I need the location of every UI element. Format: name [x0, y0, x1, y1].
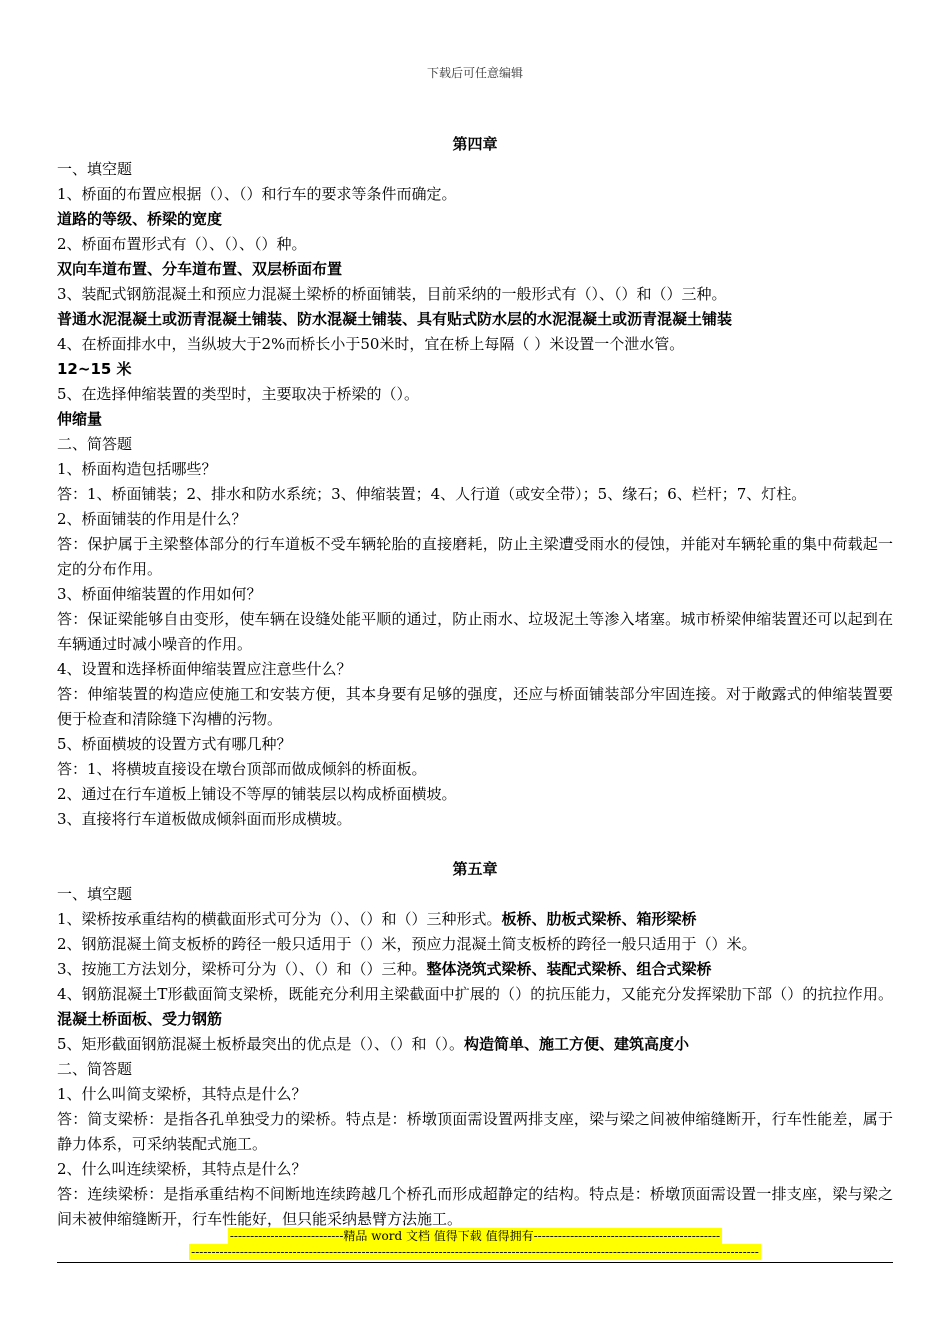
- chapter4-s5-question: 5、桥面横坡的设置方式有哪几种？: [57, 735, 292, 753]
- chapter5-q4: 4、钢筋混凝土T形截面简支梁桥，既能充分利用主梁截面中扩展的（）的抗压能力，又能充分发挥梁肋下部（）的抗拉作用。: [57, 985, 893, 1003]
- chapter5-fill-heading: 一、填空题: [57, 885, 133, 903]
- footer-line-1: ----------------------------精品 word 文档 值得下载 值得拥有----------------------------------------------: [229, 1229, 721, 1243]
- chapter4-a3: 普通水泥混凝土或沥青混凝土铺装、防水混凝土铺装、具有贴式防水层的水泥混凝土或沥青混凝土铺装: [57, 310, 733, 328]
- chapter4-title: 第四章: [452, 135, 498, 153]
- chapter4-a5: 伸缩量: [57, 410, 103, 428]
- chapter-spacer: [57, 832, 893, 857]
- footer-banner: [0, 1228, 950, 1260]
- chapter5-q3: 3、按施工方法划分，梁桥可分为（）、（）和（）三种。: [57, 960, 427, 978]
- chapter4-s2-answer: 答：保护属于主梁整体部分的行车道板不受车辆轮胎的直接磨耗，防止主梁遭受雨水的侵蚀，并能对车辆轮重的集中荷载起一定的分布作用。: [57, 535, 893, 578]
- chapter5-q4-line: [57, 982, 893, 1032]
- chapter4-s5-answer-3: 3、直接将行车道板做成倾斜面而形成横坡。: [57, 810, 352, 828]
- chapter5-a3: 整体浇筑式梁桥、装配式梁桥、组合式梁桥: [426, 960, 712, 978]
- chapter5-q1-line: [57, 907, 893, 932]
- chapter4-s2-question: 2、桥面铺装的作用是什么？: [57, 510, 247, 528]
- chapter5-s1-question: 1、什么叫简支梁桥，其特点是什么？: [57, 1085, 307, 1103]
- chapter4-a1: 道路的等级、桥梁的宽度: [57, 210, 223, 228]
- chapter4-q3: 3、装配式钢筋混凝土和预应力混凝土梁桥的桥面铺装，目前采纳的一般形式有（）、（）和（）三种。: [57, 285, 727, 303]
- chapter4-s3-answer: 答：保证梁能够自由变形，使车辆在设缝处能平顺的通过，防止雨水、垃圾泥土等渗入堵塞。城市桥梁伸缩装置还可以起到在车辆通过时减小噪音的作用。: [57, 610, 893, 653]
- chapter4-s5-answer-2: 2、通过在行车道板上铺设不等厚的铺装层以构成桥面横坡。: [57, 785, 457, 803]
- chapter4-s4-answer: 答：伸缩装置的构造应使施工和安装方便，其本身要有足够的强度，还应与桥面铺装部分牢固连接。对于敞露式的伸缩装置要便于检查和清除缝下沟槽的污物。: [57, 685, 893, 728]
- chapter5-a1: 板桥、肋板式梁桥、箱形梁桥: [501, 910, 697, 928]
- chapter5-q1: 1、梁桥按承重结构的横截面形式可分为（）、（）和（）三种形式。: [57, 910, 502, 928]
- footer-line-2: --------------------------------------------------------------------------------------------------------------------------------------------: [191, 1245, 759, 1259]
- chapter4-fill-heading: 一、填空题: [57, 160, 133, 178]
- chapter4-q1: 1、桥面的布置应根据（）、（）和行车的要求等条件而确定。: [57, 185, 457, 203]
- chapter4-a4: 12~15 米: [57, 360, 132, 378]
- chapter4-s4-question: 4、设置和选择桥面伸缩装置应注意些什么？: [57, 660, 352, 678]
- chapter5-s2-answer: 答：连续梁桥：是指承重结构不间断地连续跨越几个桥孔而形成超静定的结构。特点是：桥墩顶面需设置一排支座，梁与梁之间未被伸缩缝断开，行车性能好，但只能采纳悬臂方法施工。: [57, 1185, 893, 1228]
- chapter4-short-heading: 二、简答题: [57, 435, 133, 453]
- document-body: [57, 132, 893, 1232]
- chapter5-q3-line: [57, 957, 893, 982]
- chapter5-q2: 2、钢筋混凝土简支板桥的跨径一般只适用于（）米，预应力混凝土简支板桥的跨径一般只适用于（）米。: [57, 935, 757, 953]
- chapter4-s3-question: 3、桥面伸缩装置的作用如何？: [57, 585, 262, 603]
- chapter5-title: 第五章: [452, 860, 498, 878]
- chapter5-s2-question: 2、什么叫连续梁桥，其特点是什么？: [57, 1160, 307, 1178]
- chapter5-a5: 构造简单、施工方便、建筑高度小: [464, 1035, 690, 1053]
- chapter4-s5-answer-1: 答：1、将横坡直接设在墩台顶部而做成倾斜的桥面板。: [57, 760, 427, 778]
- chapter5-q5-line: [57, 1032, 893, 1057]
- chapter4-q5: 5、在选择伸缩装置的类型时，主要取决于桥梁的（）。: [57, 385, 420, 403]
- chapter5-q5: 5、矩形截面钢筋混凝土板桥最突出的优点是（）、（）和（）。: [57, 1035, 465, 1053]
- chapter4-q2: 2、桥面布置形式有（）、（）、（）种。: [57, 235, 307, 253]
- footer-divider: [57, 1262, 893, 1263]
- chapter5-short-heading: 二、简答题: [57, 1060, 133, 1078]
- chapter5-s1-answer: 答：简支梁桥：是指各孔单独受力的梁桥。特点是：桥墩顶面需设置两排支座，梁与梁之间被伸缩缝断开，行车性能差，属于静力体系，可采纳装配式施工。: [57, 1110, 893, 1153]
- chapter4-s1-question: 1、桥面构造包括哪些？: [57, 460, 217, 478]
- header-note: 下载后可任意编辑: [426, 66, 523, 80]
- chapter4-a2: 双向车道布置、分车道布置、双层桥面布置: [57, 260, 343, 278]
- chapter4-q4: 4、在桥面排水中，当纵坡大于2%而桥长小于50米时，宜在桥上每隔（ ）米设置一个泄水管。: [57, 335, 685, 353]
- chapter4-s1-answer: 答：1、桥面铺装；2、排水和防水系统；3、伸缩装置；4、人行道（或安全带）；5、缘石；6、栏杆；7、灯柱。: [57, 485, 807, 503]
- chapter5-a4: 混凝土桥面板、受力钢筋: [57, 1010, 223, 1028]
